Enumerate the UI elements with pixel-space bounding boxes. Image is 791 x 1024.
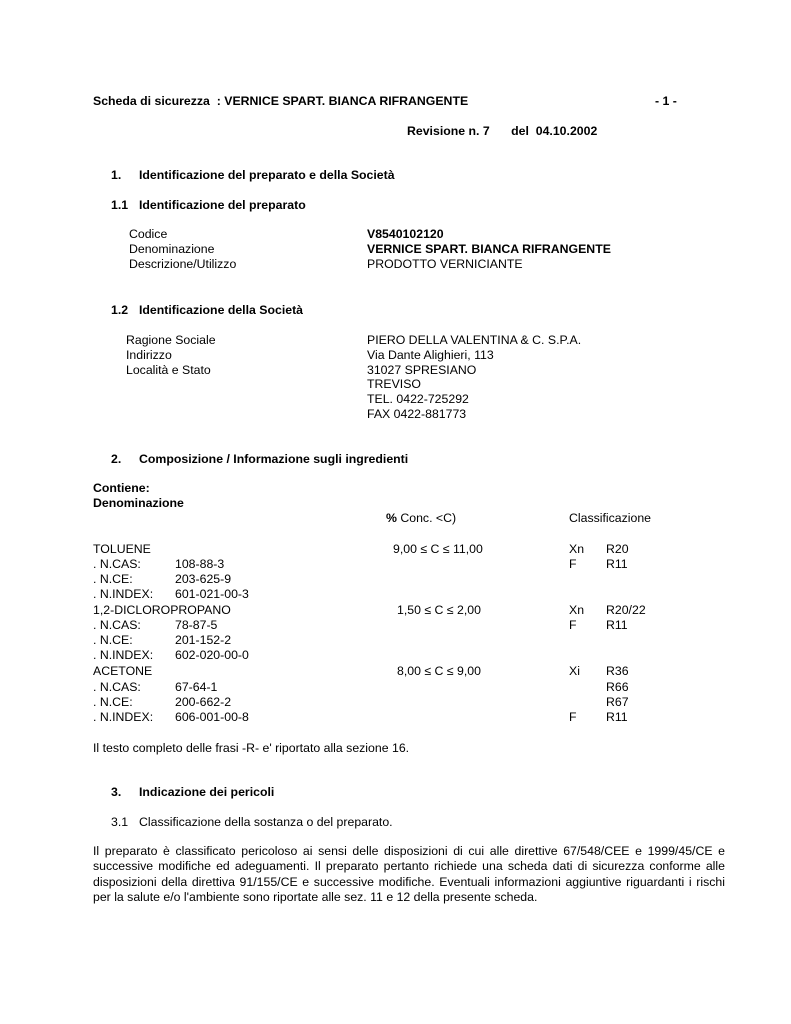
risk-phrase: R11 (606, 710, 628, 724)
classification-header: Classificazione (569, 511, 652, 525)
company-name-label: Ragione Sociale (126, 333, 216, 347)
section-3-1-title: Classificazione della sostanza o del preparato. (139, 815, 393, 829)
product-name: VERNICE SPART. BIANCA RIFRANGENTE (224, 94, 469, 108)
percent-sign: % (386, 511, 397, 525)
cas-value: 108-88-3 (175, 557, 225, 571)
cas-label: . N.CAS: (93, 680, 141, 694)
risk-phrase: R20 (606, 542, 629, 556)
hazard-classification-paragraph: Il preparato è classificato pericoloso ai sensi delle disposizioni di cui alle direttive 67/548/CEE e 1999/45/CE e successive modifiche ed adeguamenti. Il preparato pertanto richiede una scheda dati di sicurezza conforme alle disposizioni della direttiva 91/155/CE e successive modifiche. Eventuali informazioni aggiuntive riguardanti i rischi per la salute e/o l'ambiente sono riportate alle sez. 11 e 12 della presente scheda. (93, 844, 725, 904)
index-label: . N.INDEX: (93, 710, 154, 724)
hazard-symbol: F (569, 710, 577, 724)
index-label: . N.INDEX: (93, 587, 154, 601)
title-label: Scheda di sicurezza (93, 94, 210, 108)
index-value: 602-020-00-0 (175, 648, 249, 662)
index-value: 606-001-00-8 (175, 710, 249, 724)
denomination-header: Denominazione (93, 496, 184, 510)
fax-value: FAX 0422-881773 (367, 407, 467, 421)
city-value: 31027 SPRESIANO (367, 363, 477, 377)
risk-phrase: R11 (606, 618, 628, 632)
name-value: VERNICE SPART. BIANCA RIFRANGENTE (367, 242, 611, 256)
date-label: del (511, 124, 529, 138)
section-1-2-number: 1.2 (111, 303, 129, 317)
risk-phrase: R11 (606, 557, 628, 571)
risk-phrase: R36 (606, 664, 629, 678)
cas-label: . N.CAS: (93, 557, 141, 571)
ingredient-name: TOLUENE (93, 542, 151, 556)
risk-phrase: R20/22 (606, 603, 646, 617)
ingredient-concentration: 8,00 ≤ C ≤ 9,00 (397, 664, 481, 678)
section-2-title: Composizione / Informazione sugli ingredienti (139, 452, 409, 466)
title-separator: : (216, 94, 221, 108)
address-label: Indirizzo (126, 348, 172, 362)
section-1-number: 1. (111, 168, 122, 182)
concentration-header (386, 511, 456, 526)
ingredient-name: ACETONE (93, 664, 153, 678)
description-value: PRODOTTO VERNICIANTE (367, 257, 523, 271)
section-2-number: 2. (111, 452, 122, 466)
page-number: - 1 - (655, 94, 677, 108)
risk-phrase: R66 (606, 680, 629, 694)
ingredient-concentration: 9,00 ≤ C ≤ 11,00 (393, 542, 483, 556)
ce-value: 203-625-9 (175, 572, 232, 586)
revision-info (407, 124, 597, 139)
address-value: Via Dante Alighieri, 113 (367, 348, 494, 362)
hazard-symbol: Xn (569, 542, 585, 556)
section-1-title: Identificazione del preparato e della Società (139, 168, 395, 182)
revision-date: 04.10.2002 (535, 124, 598, 138)
index-value: 601-021-00-3 (175, 587, 249, 601)
cas-label: . N.CAS: (93, 618, 141, 632)
section-3-1-number: 3.1 (111, 815, 129, 829)
concentration-label: Conc. <C) (400, 511, 457, 525)
code-label: Codice (129, 227, 168, 241)
revision-label: Revisione n. (407, 124, 480, 138)
ce-label: . N.CE: (93, 695, 133, 709)
section-1-2-title: Identificazione della Società (139, 303, 304, 317)
section-1-1-number: 1.1 (111, 198, 129, 212)
ingredient-concentration: 1,50 ≤ C ≤ 2,00 (397, 603, 481, 617)
location-label: Località e Stato (126, 363, 211, 377)
ce-label: . N.CE: (93, 633, 133, 647)
index-label: . N.INDEX: (93, 648, 154, 662)
risk-phrase: R67 (606, 695, 629, 709)
section-1-1-title: Identificazione del preparato (139, 198, 306, 212)
cas-value: 67-64-1 (175, 680, 218, 694)
ce-value: 201-152-2 (175, 633, 232, 647)
r-phrases-note: Il testo completo delle frasi -R- e' riportato alla sezione 16. (93, 741, 410, 755)
revision-number: 7 (482, 124, 490, 138)
ce-value: 200-662-2 (175, 695, 232, 709)
ingredient-name: 1,2-DICLOROPROPANO (93, 603, 231, 617)
hazard-symbol: Xn (569, 603, 585, 617)
company-name-value: PIERO DELLA VALENTINA & C. S.P.A. (367, 333, 582, 347)
section-3-number: 3. (111, 785, 122, 799)
hazard-symbol: Xi (569, 664, 580, 678)
hazard-symbol: F (569, 557, 577, 571)
province-value: TREVISO (367, 377, 421, 391)
contains-label: Contiene: (93, 481, 150, 495)
name-label: Denominazione (129, 242, 215, 256)
document-title (93, 94, 468, 109)
hazard-symbol: F (569, 618, 577, 632)
phone-value: TEL. 0422-725292 (367, 392, 469, 406)
description-label: Descrizione/Utilizzo (129, 257, 237, 271)
cas-value: 78-87-5 (175, 618, 218, 632)
section-3-title: Indicazione dei pericoli (139, 785, 275, 799)
ce-label: . N.CE: (93, 572, 133, 586)
code-value: V8540102120 (367, 227, 444, 241)
